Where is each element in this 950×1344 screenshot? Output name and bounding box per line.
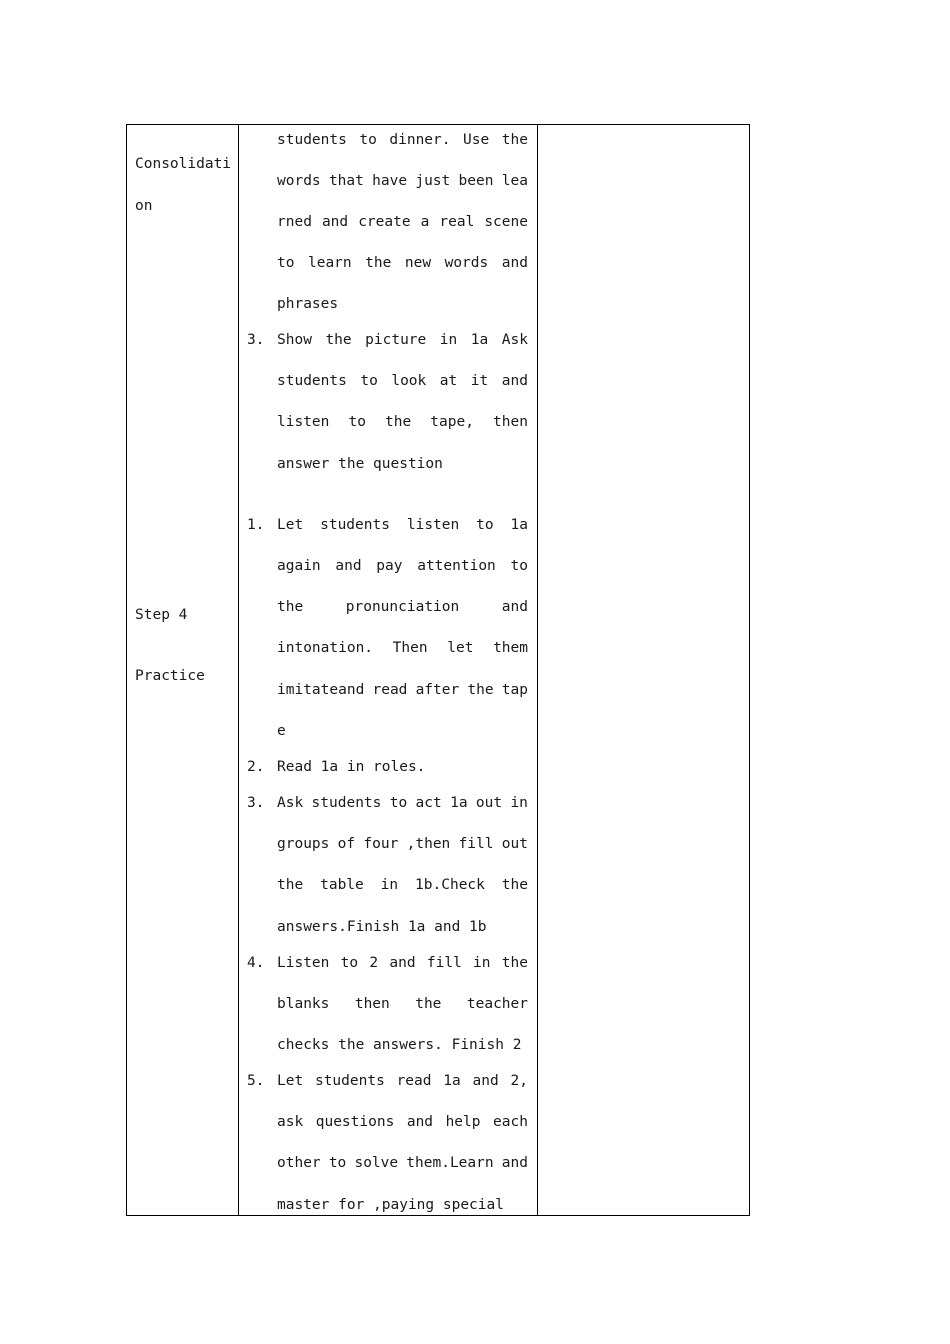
step-label: Consolidati xyxy=(135,156,232,172)
activity-line: groups of four ,then fill out xyxy=(277,836,528,852)
activity-line: the table in 1b.Check the xyxy=(277,877,528,893)
activity-line: students to dinner. Use the xyxy=(277,132,528,148)
activity-line: Let students read 1a and 2, xyxy=(277,1073,528,1089)
item-number: 4. xyxy=(247,955,265,971)
activity-line: master for ,paying special xyxy=(277,1197,504,1213)
activity-line: again and pay attention to xyxy=(277,558,528,574)
activity-line: blanks then the teacher xyxy=(277,996,528,1012)
activity-line: phrases xyxy=(277,296,339,312)
activity-line: answers.Finish 1a and 1b xyxy=(277,919,487,935)
activity-line: students to look at it and xyxy=(277,373,528,389)
activity-line: the pronunciation and xyxy=(277,599,528,615)
activity-line: answer the question xyxy=(277,456,443,472)
activity-line: Read 1a in roles. xyxy=(277,759,426,775)
column-divider xyxy=(238,125,239,1215)
step-label: on xyxy=(135,198,153,214)
activity-line: listen to the tape, then xyxy=(277,414,528,430)
activity-line: Let students listen to 1a xyxy=(277,517,528,533)
activity-line: Listen to 2 and fill in the xyxy=(277,955,528,971)
step-label: Step 4 xyxy=(135,607,188,623)
item-number: 1. xyxy=(247,517,265,533)
activity-line: Show the picture in 1a Ask xyxy=(277,332,528,348)
activity-line: rned and create a real scene xyxy=(277,214,528,230)
activity-line: intonation. Then let them xyxy=(277,640,528,656)
step-label: Practice xyxy=(135,668,205,684)
activity-line: other to solve them.Learn and xyxy=(277,1155,528,1171)
activity-line: ask questions and help each xyxy=(277,1114,528,1130)
item-number: 5. xyxy=(247,1073,265,1089)
item-number: 3. xyxy=(247,795,265,811)
activity-line: e xyxy=(277,723,286,739)
activity-line: Ask students to act 1a out in xyxy=(277,795,528,811)
activity-line: imitateand read after the tap xyxy=(277,682,528,698)
activity-line: words that have just been lea xyxy=(277,173,528,189)
activity-line: checks the answers. Finish 2 xyxy=(277,1037,522,1053)
item-number: 3. xyxy=(247,332,265,348)
column-divider xyxy=(537,125,538,1215)
activity-line: to learn the new words and xyxy=(277,255,528,271)
item-number: 2. xyxy=(247,759,265,775)
